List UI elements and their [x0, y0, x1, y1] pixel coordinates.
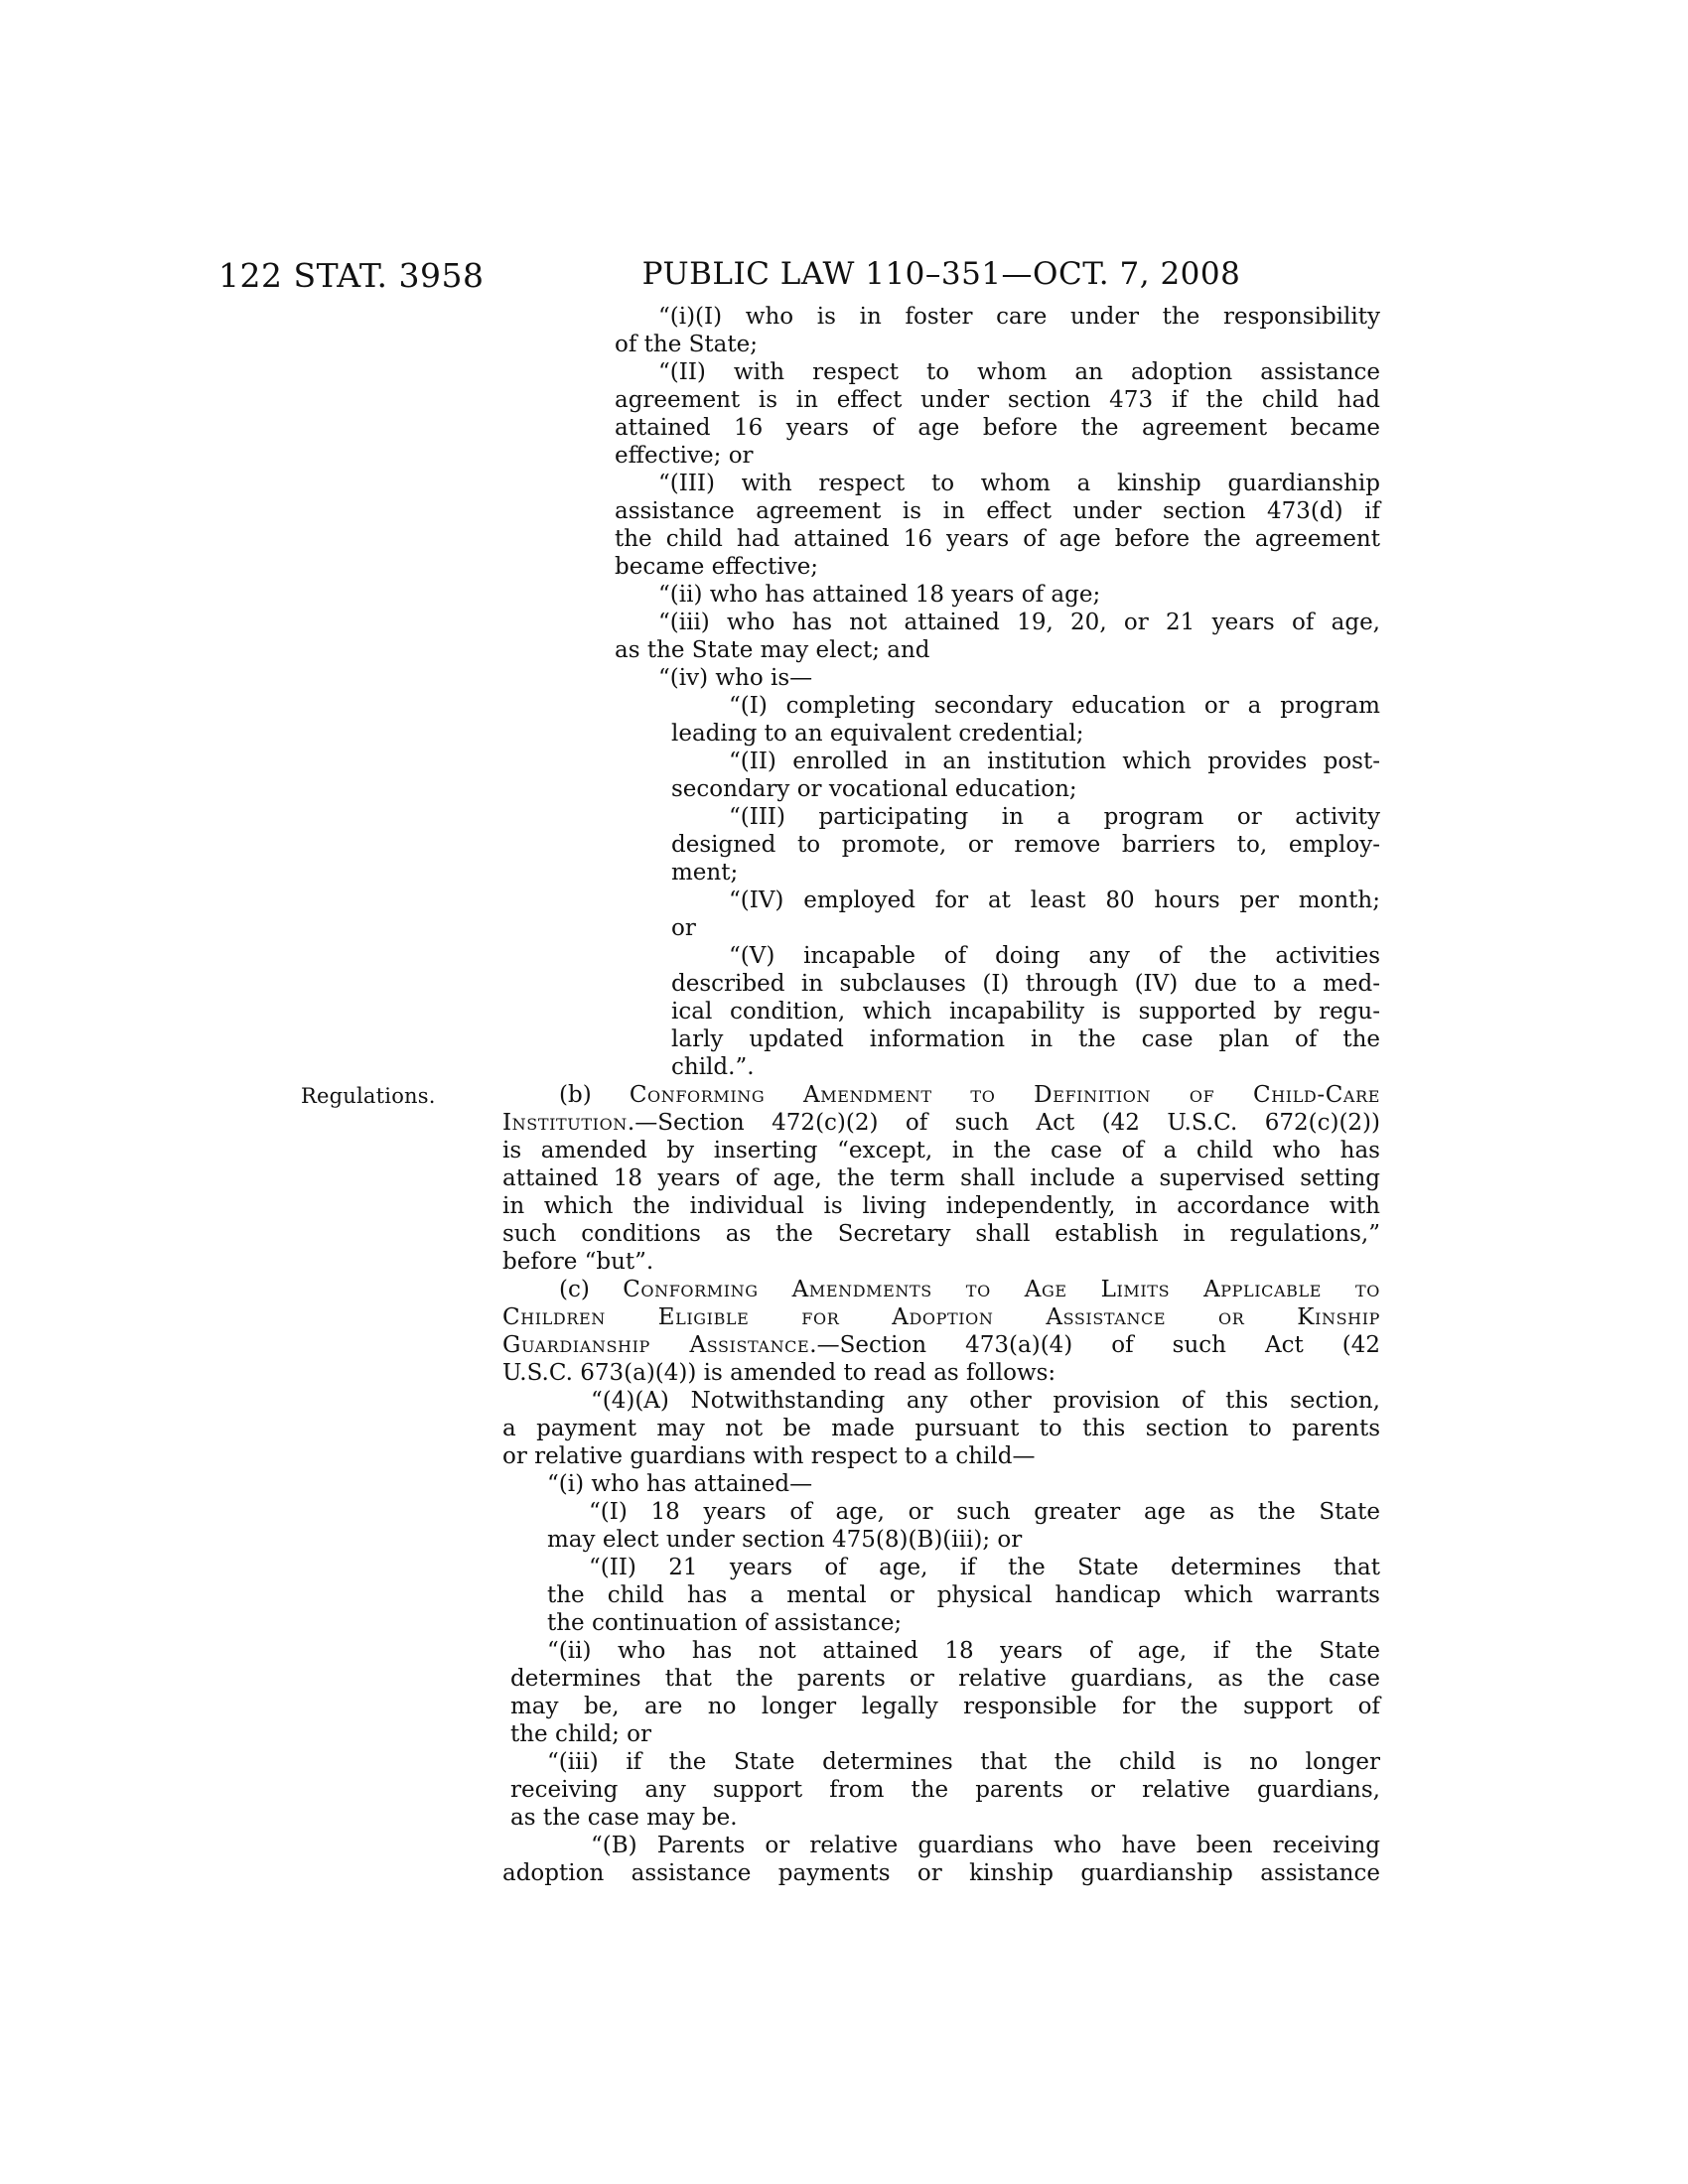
body-line [502, 1137, 1380, 1164]
body-line [502, 1859, 1380, 1887]
body-line [502, 831, 1380, 859]
text-segment: ment; [671, 860, 739, 886]
text-segment: “(I) completing secondary education or a program [729, 693, 1380, 719]
body-line [502, 1192, 1380, 1220]
body-line [502, 1776, 1380, 1804]
body-line [502, 442, 1380, 470]
body-line [502, 1303, 1380, 1331]
body-line [502, 1526, 1380, 1554]
text-segment: adoption assistance payments or kinship guardianship assistance [502, 1860, 1380, 1886]
text-segment: described in subclauses (I) through (IV) due to a med- [671, 971, 1380, 997]
body-line [502, 1359, 1380, 1387]
text-segment: became effective; [615, 554, 819, 580]
law-title: PUBLIC LAW 110–351—OCT. 7, 2008 [641, 256, 1241, 292]
body-line [502, 1081, 1380, 1109]
body-line [502, 775, 1380, 803]
text-segment: “(4)(A) Notwithstanding any other provision of this section, [591, 1388, 1380, 1414]
body-line [502, 636, 1380, 664]
body-line [502, 1442, 1380, 1470]
text-segment: “(ii) who has not attained 18 years of age, if the State [547, 1638, 1380, 1664]
small-caps-text: Conforming Amendments to Age Limits Applicable to [623, 1277, 1381, 1302]
body-line [502, 1665, 1380, 1693]
body-line [502, 1581, 1380, 1609]
text-segment: as the case may be. [510, 1805, 738, 1831]
law-title-wrap [502, 256, 1380, 292]
body-line [502, 998, 1380, 1025]
body-line [502, 1053, 1380, 1081]
body-line [502, 303, 1380, 331]
text-segment: a payment may not be made pursuant to this section to parents [502, 1416, 1380, 1441]
body-line [502, 748, 1380, 775]
small-caps-text: Conforming Amendment to Definition of Child-Care [629, 1082, 1381, 1108]
body-line [502, 386, 1380, 414]
body-line [502, 887, 1380, 914]
body-line [502, 1109, 1380, 1137]
body-line [502, 720, 1380, 748]
body-line [502, 1248, 1380, 1276]
page-number: 122 STAT. 3958 [218, 256, 485, 295]
text-segment: “(iii) if the State determines that the child is no longer [547, 1749, 1380, 1775]
text-segment: U.S.C. 673(a)(4)) is amended to read as follows: [502, 1360, 1056, 1386]
text-segment: larly updated information in the case plan of the [671, 1026, 1380, 1052]
text-segment: “(V) incapable of doing any of the activities [729, 943, 1380, 969]
body-line [502, 692, 1380, 720]
text-segment: .—Section 473(a)(4) of such Act (42 [809, 1332, 1380, 1358]
body-line [502, 1220, 1380, 1248]
body-line [502, 942, 1380, 970]
small-caps-text: Guardianship Assistance [502, 1332, 810, 1358]
text-segment: leading to an equivalent credential; [671, 721, 1084, 747]
body-line [502, 1387, 1380, 1415]
body-line [502, 470, 1380, 497]
text-segment: “(II) with respect to whom an adoption assistance [658, 359, 1380, 385]
text-segment: attained 16 years of age before the agreement became [615, 415, 1380, 441]
text-segment: attained 18 years of age, the term shall include a supervised setting [502, 1165, 1380, 1191]
text-segment: such conditions as the Secretary shall establish in regulations,” [502, 1221, 1380, 1247]
text-segment: before “but”. [502, 1249, 654, 1275]
body-line [502, 414, 1380, 442]
body-line [502, 970, 1380, 998]
text-segment: “(II) 21 years of age, if the State determines that [589, 1555, 1380, 1580]
text-segment: determines that the parents or relative guardians, as the case [510, 1666, 1380, 1692]
small-caps-text: Children Eligible for Adoption Assistance or Kinship [502, 1304, 1380, 1330]
body-line [502, 553, 1380, 581]
body-line [502, 1609, 1380, 1637]
text-segment: child.”. [671, 1054, 755, 1080]
body-line [502, 581, 1380, 609]
body-line [502, 331, 1380, 358]
text-segment: in which the individual is living independently, in accordance with [502, 1193, 1380, 1219]
text-segment: “(B) Parents or relative guardians who have been receiving [591, 1833, 1380, 1858]
text-segment: receiving any support from the parents or relative guardians, [510, 1777, 1380, 1803]
body-line [502, 1804, 1380, 1832]
body-line [502, 358, 1380, 386]
body-line [502, 1276, 1380, 1303]
text-segment: .—Section 472(c)(2) of such Act (42 U.S.C. 672(c)(2)) [627, 1110, 1380, 1136]
text-segment: may be, are no longer legally responsible for the support of [510, 1694, 1380, 1719]
body-line [502, 497, 1380, 525]
body-line [502, 914, 1380, 942]
text-segment: effective; or [615, 443, 754, 469]
text-segment: designed to promote, or remove barriers to, employ- [671, 832, 1380, 858]
body-line [502, 803, 1380, 831]
body-line [502, 1748, 1380, 1776]
body-line [502, 1693, 1380, 1720]
text-segment: the child had attained 16 years of age before the agreement [615, 526, 1380, 552]
text-segment: secondary or vocational education; [671, 776, 1077, 802]
text-segment: “(i)(I) who is in foster care under the responsibility [658, 304, 1380, 330]
text-segment: as the State may elect; and [615, 637, 930, 663]
text-segment: ical condition, which incapability is supported by regu- [671, 999, 1380, 1024]
text-segment: is amended by inserting “except, in the case of a child who has [502, 1138, 1380, 1163]
body-line [502, 1164, 1380, 1192]
body-line [502, 1554, 1380, 1581]
text-segment: “(ii) who has attained 18 years of age; [658, 582, 1101, 608]
body-line [502, 1832, 1380, 1859]
body-line [502, 859, 1380, 887]
body-line [502, 609, 1380, 636]
body-line [502, 1498, 1380, 1526]
text-segment: (b) [559, 1082, 630, 1108]
text-segment: assistance agreement is in effect under section 473(d) if [615, 498, 1380, 524]
text-segment: “(III) participating in a program or activity [729, 804, 1380, 830]
text-segment: agreement is in effect under section 473 if the child had [615, 387, 1380, 413]
body-line [502, 1415, 1380, 1442]
text-segment: “(iii) who has not attained 19, 20, or 21 years of age, [658, 610, 1380, 635]
text-segment: “(I) 18 years of age, or such greater age as the State [589, 1499, 1380, 1525]
text-segment: or [671, 915, 696, 941]
text-segment: the child has a mental or physical handicap which warrants [547, 1582, 1380, 1608]
small-caps-text: Institution [502, 1110, 628, 1136]
text-segment: “(II) enrolled in an institution which provides post- [729, 749, 1380, 774]
body-line [502, 1637, 1380, 1665]
body-line [502, 525, 1380, 553]
page-header [0, 256, 1688, 300]
text-segment: or relative guardians with respect to a child— [502, 1443, 1036, 1469]
body-line [502, 1025, 1380, 1053]
text-segment: “(i) who has attained— [547, 1471, 813, 1497]
statute-text-column [502, 303, 1380, 1887]
text-segment: the continuation of assistance; [547, 1610, 903, 1636]
body-line [502, 1470, 1380, 1498]
body-line [502, 664, 1380, 692]
margin-note-regulations: Regulations. [301, 1084, 436, 1108]
text-segment: the child; or [510, 1721, 652, 1747]
body-line [502, 1331, 1380, 1359]
text-segment: “(iv) who is— [658, 665, 813, 691]
text-segment: may elect under section 475(8)(B)(iii); or [547, 1527, 1023, 1553]
body-line [502, 1720, 1380, 1748]
text-segment: “(III) with respect to whom a kinship guardianship [658, 471, 1380, 496]
text-segment: “(IV) employed for at least 80 hours per month; [729, 887, 1380, 913]
text-segment: of the State; [615, 332, 758, 357]
text-segment: (c) [559, 1277, 624, 1302]
